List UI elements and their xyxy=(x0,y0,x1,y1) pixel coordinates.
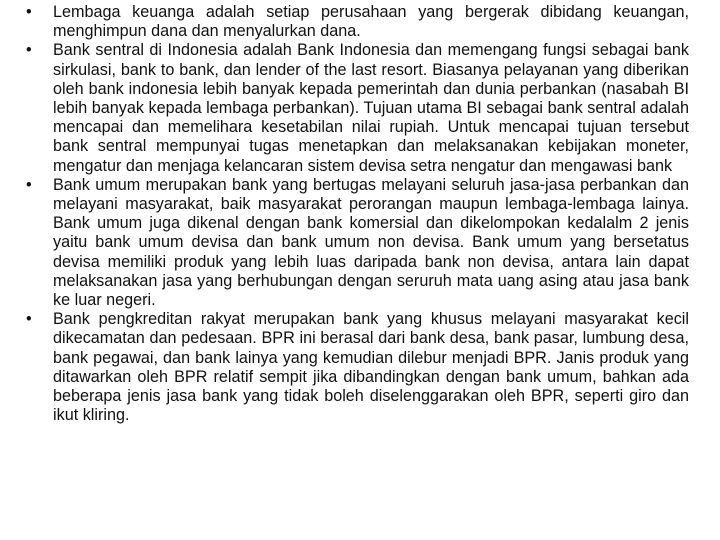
bullet-text: Bank sentral di Indonesia adalah Bank Indonesia dan memengang fungsi sebagai bank sirkulasi, bank to bank, dan lender of the last resort. Biasanya pelayanan yang diberikan oleh bank indonesia lebih banyak kepada pemerintah dan dunia perbankan (nasabah BI lebih banyak kepada lembaga perbankan). Tujuan utama BI sebagai bank sentral adalah mencapai dan memelihara kesetabilan nilai rupiah. Untuk mencapai tujuan tersebut bank sentral mempunyai tugas menetapkan dan melaksanakan kebijakan moneter, mengatur dan menjaga kelancaran sistem devisa setra nengatur dan mengawasi bank xyxy=(53,41,689,175)
bullet-marker-icon: • xyxy=(26,310,32,329)
bullet-item-lembaga-keuangan xyxy=(26,3,689,41)
bullet-item-bank-umum xyxy=(26,176,689,310)
bullet-text: Bank umum merupakan bank yang bertugas melayani seluruh jasa-jasa perbankan dan melayani masyarakat, baik masyarakat perorangan maupun lembaga-lembaga lainya. Bank umum juga dikenal dengan bank komersial dan dikelompokan kedalalm 2 jenis yaitu bank umum devisa dan bank umum non devisa. Bank umum yang bersetatus devisa memiliki produk yang lebih luas daripada bank non devisa, antara lain dapat melaksanakan jasa yang berhubungan dengan seruruh mata uang asing atau jasa bank ke luar negeri. xyxy=(53,175,689,310)
bullet-marker-icon: • xyxy=(26,3,32,21)
bullet-text: Bank pengkreditan rakyat merupakan bank yang khusus melayani masyarakat kecil dikecamatan dan pedesaan. BPR ini berasal dari bank desa, bank pasar, lumbung desa, bank pegawai, dan bank lainya yang kemudian dilebur menjadi BPR. Janis produk yang ditawarkan oleh BPR relatif sempit jika dibandingkan dengan bank umum, bahkan ada beberapa jenis jasa bank yang tidak boleh diselenggarakan oleh BPR, seperti giro dan ikut kliring. xyxy=(53,310,689,425)
bullet-list xyxy=(26,3,689,425)
bullet-item-bpr xyxy=(26,310,689,425)
bullet-marker-icon: • xyxy=(26,175,32,194)
bullet-item-bank-sentral xyxy=(26,41,689,175)
bullet-text: Lembaga keuanga adalah setiap perusahaan yang bergerak dibidang keuangan, menghimpun dana dan menyalurkan dana. xyxy=(53,3,689,41)
bullet-marker-icon: • xyxy=(26,41,32,60)
